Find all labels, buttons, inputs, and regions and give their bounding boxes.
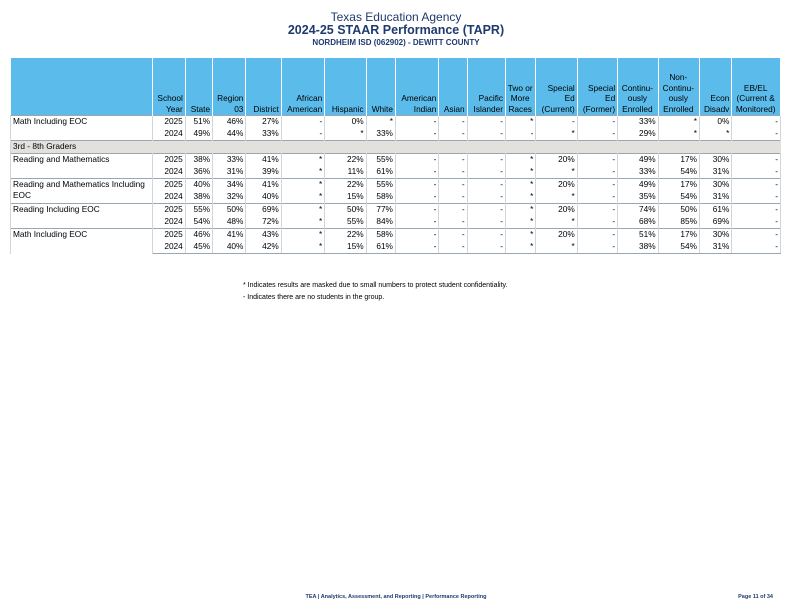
table-cell: 30% (700, 154, 732, 167)
table-cell: 31% (700, 241, 732, 254)
row-label: Reading and Mathematics Including EOC (11, 179, 153, 204)
column-header: School Year (153, 58, 185, 116)
table-cell: 38% (185, 191, 212, 204)
table-cell: 55% (366, 154, 395, 167)
table-cell: - (467, 166, 505, 179)
staar-performance-table (10, 58, 781, 254)
table-cell: 30% (700, 229, 732, 242)
table-cell: * (506, 166, 536, 179)
table-cell: * (506, 216, 536, 229)
table-cell: - (395, 128, 438, 141)
table-cell: 40% (213, 241, 246, 254)
table-cell: 45% (185, 241, 212, 254)
table-cell: * (506, 241, 536, 254)
table-cell: - (281, 116, 324, 129)
table-cell: - (577, 116, 617, 129)
table-cell: - (439, 128, 467, 141)
district-subtitle: NORDHEIM ISD (062902) - DEWITT COUNTY (312, 38, 480, 47)
school-year-cell: 2025 (153, 204, 185, 217)
table-cell: 55% (366, 179, 395, 192)
table-cell: * (281, 216, 324, 229)
school-year-cell: 2024 (153, 191, 185, 204)
table-cell: - (439, 204, 467, 217)
table-cell: 46% (213, 116, 246, 129)
section-row (11, 141, 781, 154)
school-year-cell: 2024 (153, 216, 185, 229)
table-cell: - (395, 229, 438, 242)
table-cell: 55% (325, 216, 366, 229)
table-cell: * (506, 154, 536, 167)
column-header: Region 03 (213, 58, 246, 116)
table-cell: - (439, 191, 467, 204)
table-cell: * (281, 154, 324, 167)
table-cell: 46% (185, 229, 212, 242)
table-cell: * (281, 241, 324, 254)
table-cell: * (658, 116, 699, 129)
table-cell: 31% (700, 191, 732, 204)
table-cell: 31% (700, 166, 732, 179)
table-cell: 43% (246, 229, 281, 242)
table-cell: 33% (246, 128, 281, 141)
table-cell: - (577, 241, 617, 254)
school-year-cell: 2025 (153, 154, 185, 167)
table-cell: 50% (213, 204, 246, 217)
table-cell: 22% (325, 179, 366, 192)
table-cell: - (732, 154, 781, 167)
table-cell: 20% (536, 179, 577, 192)
table-cell: 69% (246, 204, 281, 217)
table-cell: 15% (325, 241, 366, 254)
school-year-cell: 2025 (153, 116, 185, 129)
table-cell: 54% (185, 216, 212, 229)
table-cell: 40% (185, 179, 212, 192)
table-cell: - (732, 116, 781, 129)
table-cell: 31% (213, 166, 246, 179)
table-cell: - (467, 241, 505, 254)
table-cell: 35% (618, 191, 658, 204)
footer-text: TEA | Analytics, Assessment, and Reporting | Performance Reporting (305, 594, 487, 600)
table-cell: - (732, 241, 781, 254)
column-header: Special Ed (Current) (536, 58, 577, 116)
table-cell: * (506, 204, 536, 217)
table-cell: - (395, 116, 438, 129)
table-cell: - (577, 128, 617, 141)
table-cell: - (732, 216, 781, 229)
table-cell: - (732, 204, 781, 217)
column-header (11, 58, 153, 116)
table-cell: - (577, 229, 617, 242)
table-cell: 44% (213, 128, 246, 141)
school-year-cell: 2025 (153, 229, 185, 242)
table-cell: 33% (213, 154, 246, 167)
agency-title: Texas Education Agency (330, 10, 462, 24)
table-cell: 39% (246, 166, 281, 179)
table-cell: 38% (618, 241, 658, 254)
table-cell: - (395, 241, 438, 254)
column-header: White (366, 58, 395, 116)
table-cell: 20% (536, 204, 577, 217)
table-cell: * (536, 216, 577, 229)
table-cell: 41% (246, 154, 281, 167)
table-cell: - (439, 166, 467, 179)
table-cell: 34% (213, 179, 246, 192)
row-label: Math Including EOC (11, 229, 153, 254)
table-cell: - (467, 154, 505, 167)
table-row (11, 229, 781, 242)
table-cell: * (281, 204, 324, 217)
table-cell: 33% (618, 166, 658, 179)
table-cell: * (506, 179, 536, 192)
table-cell: - (467, 229, 505, 242)
table-cell: 50% (658, 204, 699, 217)
table-cell: * (536, 128, 577, 141)
table-cell: 20% (536, 229, 577, 242)
table-cell: 38% (185, 154, 212, 167)
school-year-cell: 2024 (153, 128, 185, 141)
table-cell: - (395, 154, 438, 167)
table-cell: * (536, 241, 577, 254)
table-cell: * (281, 191, 324, 204)
table-row (11, 179, 781, 192)
table-cell: 17% (658, 179, 699, 192)
table-cell: 41% (213, 229, 246, 242)
table-cell: - (395, 204, 438, 217)
table-cell: - (577, 154, 617, 167)
table-cell: - (467, 116, 505, 129)
table-cell: - (732, 128, 781, 141)
column-header-row (11, 58, 781, 116)
table-cell: 51% (618, 229, 658, 242)
table-cell: - (395, 166, 438, 179)
column-header: Hispanic (325, 58, 366, 116)
table-cell: - (467, 179, 505, 192)
table-cell: 55% (185, 204, 212, 217)
table-body (11, 116, 781, 254)
table-cell: - (577, 166, 617, 179)
school-year-cell: 2025 (153, 179, 185, 192)
table-cell: 22% (325, 229, 366, 242)
table-cell: 49% (618, 154, 658, 167)
table-cell: 51% (185, 116, 212, 129)
table-cell: - (577, 204, 617, 217)
page-number: Page 11 of 34 (738, 594, 773, 600)
table-cell: 0% (325, 116, 366, 129)
table-cell: * (325, 128, 366, 141)
table-cell: 54% (658, 191, 699, 204)
table-cell: - (439, 154, 467, 167)
table-cell: 20% (536, 154, 577, 167)
table-cell: * (281, 229, 324, 242)
table-cell: 36% (185, 166, 212, 179)
table-cell: 17% (658, 229, 699, 242)
table-cell: - (395, 191, 438, 204)
table-cell: - (536, 116, 577, 129)
table-cell: 41% (246, 179, 281, 192)
table-cell: 15% (325, 191, 366, 204)
table-cell: - (395, 216, 438, 229)
column-header: EB/EL (Current & Monitored) (732, 58, 781, 116)
table-cell: 33% (618, 116, 658, 129)
table-cell: * (700, 128, 732, 141)
table-cell: * (366, 116, 395, 129)
row-label: Math Including EOC (11, 116, 153, 141)
table-cell: * (506, 116, 536, 129)
table-cell: - (506, 128, 536, 141)
section-label: 3rd - 8th Graders (11, 141, 781, 154)
table-cell: 69% (700, 216, 732, 229)
table-cell: 77% (366, 204, 395, 217)
table-cell: - (577, 179, 617, 192)
column-header: African American (281, 58, 324, 116)
column-header: Continu- ously Enrolled (618, 58, 658, 116)
no-students-note: - Indicates there are no students in the group. (243, 294, 385, 301)
table-cell: 84% (366, 216, 395, 229)
row-label: Reading and Mathematics (11, 154, 153, 179)
table-cell: 22% (325, 154, 366, 167)
table-cell: 40% (246, 191, 281, 204)
table-cell: - (467, 191, 505, 204)
table-cell: 61% (366, 241, 395, 254)
table-cell: * (536, 191, 577, 204)
table-cell: 54% (658, 241, 699, 254)
column-header: Pacific Islander (467, 58, 505, 116)
table-cell: 42% (246, 241, 281, 254)
table-cell: 30% (700, 179, 732, 192)
table-row (11, 154, 781, 167)
table-cell: - (467, 216, 505, 229)
table-cell: 11% (325, 166, 366, 179)
table-cell: 58% (366, 191, 395, 204)
column-header: State (185, 58, 212, 116)
report-title: 2024-25 STAAR Performance (TAPR) (287, 23, 505, 37)
table-cell: - (439, 179, 467, 192)
table-cell: - (439, 216, 467, 229)
table-cell: 85% (658, 216, 699, 229)
table-cell: - (732, 229, 781, 242)
table-row (11, 116, 781, 129)
column-header: Econ Disadv (700, 58, 732, 116)
table-cell: - (732, 191, 781, 204)
column-header: American Indian (395, 58, 438, 116)
table-cell: - (732, 179, 781, 192)
row-label: Reading Including EOC (11, 204, 153, 229)
school-year-cell: 2024 (153, 166, 185, 179)
table-cell: - (281, 128, 324, 141)
table-cell: 50% (325, 204, 366, 217)
table-cell: - (439, 229, 467, 242)
table-cell: 33% (366, 128, 395, 141)
table-cell: 72% (246, 216, 281, 229)
table-cell: 74% (618, 204, 658, 217)
table-cell: 68% (618, 216, 658, 229)
school-year-cell: 2024 (153, 241, 185, 254)
table-cell: - (577, 216, 617, 229)
table-cell: * (536, 166, 577, 179)
table-cell: - (467, 128, 505, 141)
table-cell: 29% (618, 128, 658, 141)
table-cell: 49% (618, 179, 658, 192)
table-cell: * (658, 128, 699, 141)
table-cell: * (281, 179, 324, 192)
column-header: Two or More Races (506, 58, 536, 116)
column-header: Non- Continu- ously Enrolled (658, 58, 699, 116)
table-cell: - (732, 166, 781, 179)
table-cell: * (506, 229, 536, 242)
table-cell: 58% (366, 229, 395, 242)
table-cell: 48% (213, 216, 246, 229)
table-cell: 17% (658, 154, 699, 167)
column-header: Asian (439, 58, 467, 116)
table-cell: - (467, 204, 505, 217)
column-header: Special Ed (Former) (577, 58, 617, 116)
table-cell: 27% (246, 116, 281, 129)
table-cell: 61% (700, 204, 732, 217)
table-cell: * (506, 191, 536, 204)
table-cell: - (439, 241, 467, 254)
table-cell: 54% (658, 166, 699, 179)
table-cell: - (577, 191, 617, 204)
table-cell: 49% (185, 128, 212, 141)
table-cell: * (281, 166, 324, 179)
table-row (11, 204, 781, 217)
column-header: District (246, 58, 281, 116)
table-cell: 61% (366, 166, 395, 179)
table-cell: - (439, 116, 467, 129)
table-cell: 0% (700, 116, 732, 129)
masked-note: * Indicates results are masked due to small numbers to protect student confidentiality. (243, 282, 508, 289)
table-cell: 32% (213, 191, 246, 204)
table-cell: - (395, 179, 438, 192)
